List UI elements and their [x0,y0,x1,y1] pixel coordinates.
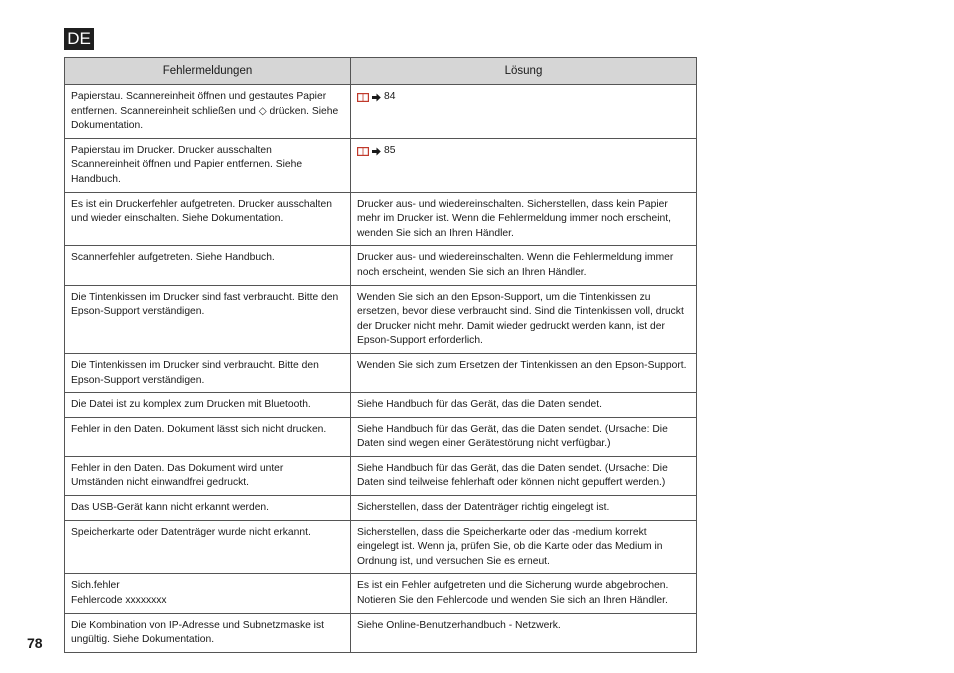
solution-cell: Wenden Sie sich an den Epson-Support, um die Tintenkissen zu ersetzen, bevor diese verbraucht sind. Sind die Tintenkissen voll, druckt der Drucker nicht mehr. Damit wieder gedruckt werden kann, ist der Epson-Support erforderlich. [351,285,697,353]
column-header-solution: Lösung [351,58,697,85]
solution-cell: Es ist ein Fehler aufgetreten und die Sicherung wurde abgebrochen. Notieren Sie den Fehlercode und wenden Sie sich an Ihren Händler. [351,574,697,613]
table-row [65,496,697,521]
language-badge: DE [64,28,94,50]
error-message-cell: Scannerfehler aufgetreten. Siehe Handbuch. [65,246,351,285]
arrow-right-icon [372,93,381,102]
book-icon [357,93,369,102]
arrow-right-icon [372,147,381,156]
page-number: 78 [27,635,43,651]
error-message-cell: Die Kombination von IP-Adresse und Subnetzmaske ist ungültig. Siehe Dokumentation. [65,613,351,652]
table-row [65,285,697,353]
page-reference-link[interactable] [357,90,395,105]
table-body [65,85,697,653]
reference-page-number: 84 [384,91,396,102]
error-message-cell: Fehler in den Daten. Das Dokument wird unter Umständen nicht einwandfrei gedruckt. [65,456,351,495]
table-row [65,85,697,139]
table-row [65,246,697,285]
error-message-table [64,57,697,653]
error-message-cell: Sich.fehler Fehlercode xxxxxxxx [65,574,351,613]
solution-cell: Siehe Handbuch für das Gerät, das die Daten sendet. (Ursache: Die Daten sind teilweise fehlerhaft oder können nicht gepuffert werden.) [351,456,697,495]
table-row [65,456,697,495]
error-message-cell: Die Tintenkissen im Drucker sind fast verbraucht. Bitte den Epson-Support verständigen. [65,285,351,353]
table-row [65,393,697,418]
error-message-cell: Die Datei ist zu komplex zum Drucken mit Bluetooth. [65,393,351,418]
solution-cell: Drucker aus- und wiedereinschalten. Sicherstellen, dass kein Papier mehr im Drucker ist. Wenn die Fehlermeldung immer noch erscheint, wenden Sie sich an Ihren Händler. [351,192,697,246]
solution-cell: Siehe Online-Benutzerhandbuch - Netzwerk. [351,613,697,652]
solution-cell: Wenden Sie sich zum Ersetzen der Tintenkissen an den Epson-Support. [351,353,697,392]
error-message-cell: Fehler in den Daten. Dokument lässt sich nicht drucken. [65,417,351,456]
solution-cell [351,85,697,139]
error-table-container [64,57,696,653]
solution-cell: Drucker aus- und wiedereinschalten. Wenn die Fehlermeldung immer noch erscheint, wenden Sie sich an Ihren Händler. [351,246,697,285]
table-row [65,138,697,192]
table-row [65,417,697,456]
table-header-row [65,58,697,85]
table-row [65,574,697,613]
error-message-cell: Papierstau. Scannereinheit öffnen und gestautes Papier entfernen. Scannereinheit schließen und ◇ drücken. Siehe Dokumentation. [65,85,351,139]
table-row [65,613,697,652]
error-message-cell: Es ist ein Druckerfehler aufgetreten. Drucker ausschalten und wieder einschalten. Siehe Dokumentation. [65,192,351,246]
solution-cell: Sicherstellen, dass die Speicherkarte oder das -medium korrekt eingelegt ist. Wenn ja, prüfen Sie, ob die Karte oder das Medium in Ordnung ist, und versuchen Sie es erneut. [351,520,697,574]
table-row [65,520,697,574]
book-icon [357,147,369,156]
error-message-cell: Speicherkarte oder Datenträger wurde nicht erkannt. [65,520,351,574]
solution-cell: Siehe Handbuch für das Gerät, das die Daten sendet. (Ursache: Die Daten sind wegen einer Gerätestörung nicht verfügbar.) [351,417,697,456]
table-row [65,353,697,392]
solution-cell: Sicherstellen, dass der Datenträger richtig eingelegt ist. [351,496,697,521]
solution-cell [351,138,697,192]
page-reference-link[interactable] [357,144,395,159]
column-header-messages: Fehlermeldungen [65,58,351,85]
table-row [65,192,697,246]
error-message-cell: Das USB-Gerät kann nicht erkannt werden. [65,496,351,521]
reference-page-number: 85 [384,144,396,156]
error-message-cell: Die Tintenkissen im Drucker sind verbraucht. Bitte den Epson-Support verständigen. [65,353,351,392]
error-message-cell: Papierstau im Drucker. Drucker ausschalten Scannereinheit öffnen und Papier entfernen. Siehe Handbuch. [65,138,351,192]
solution-cell: Siehe Handbuch für das Gerät, das die Daten sendet. [351,393,697,418]
